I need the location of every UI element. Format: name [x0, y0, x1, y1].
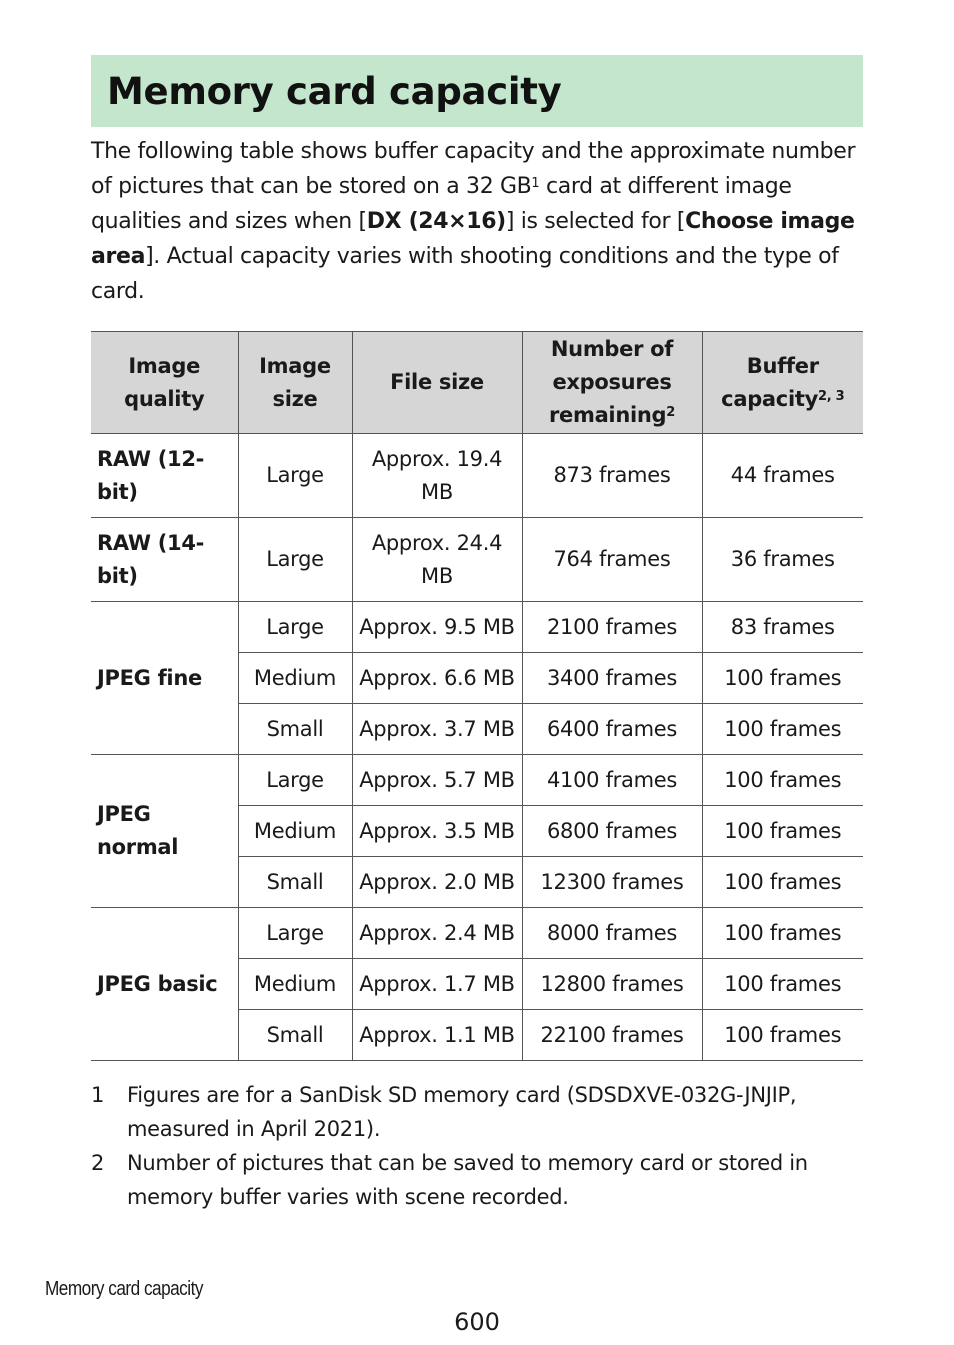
exposures-cell: 12800 frames — [522, 959, 702, 1010]
size-cell: Large — [238, 755, 352, 806]
buffer-cell: 83 frames — [702, 602, 863, 653]
footnote — [91, 1078, 863, 1146]
size-cell: Small — [238, 704, 352, 755]
section-label[interactable]: Memory card capacity — [45, 1278, 203, 1300]
buffer-cell: 100 frames — [702, 1010, 863, 1061]
file-size-cell: Approx. 2.4 MB — [352, 908, 522, 959]
exposures-cell: 22100 frames — [522, 1010, 702, 1061]
exposures-cell: 6800 frames — [522, 806, 702, 857]
buffer-cell: 100 frames — [702, 908, 863, 959]
table-row — [91, 908, 863, 959]
file-size-cell: Approx. 5.7 MB — [352, 755, 522, 806]
page-title: Memory card capacity — [107, 69, 562, 113]
file-size-cell: Approx. 19.4 MB — [352, 434, 522, 518]
title-bar — [91, 55, 863, 127]
quality-cell: JPEG basic — [91, 908, 238, 1061]
buffer-cell: 100 frames — [702, 755, 863, 806]
buffer-cell: 100 frames — [702, 959, 863, 1010]
file-size-cell: Approx. 6.6 MB — [352, 653, 522, 704]
header-image-size: Image size — [238, 332, 352, 434]
footnotes — [91, 1078, 863, 1214]
footnote-number: 1 — [91, 1083, 105, 1107]
intro-text: The following table shows buffer capacity and the approximate number of pictures that can be stored on a 32 GB — [91, 139, 856, 199]
intro-text: card at different image qualities and sizes when [ — [91, 174, 792, 234]
footnote-text: Number of pictures that can be saved to memory card or stored in memory buffer varies with scene recorded. — [127, 1151, 808, 1209]
exposures-cell: 873 frames — [522, 434, 702, 518]
exposures-cell: 3400 frames — [522, 653, 702, 704]
header-image-quality: Image quality — [91, 332, 238, 434]
header-buffer-capacity: Buffer capacity$^{2, 3}$ — [702, 332, 863, 434]
footnote-ref: 1 — [531, 176, 540, 191]
size-cell: Large — [238, 602, 352, 653]
buffer-cell: 100 frames — [702, 653, 863, 704]
file-size-cell: Approx. 24.4 MB — [352, 518, 522, 602]
table-row — [91, 518, 863, 602]
table-row — [91, 602, 863, 653]
intro-paragraph — [91, 134, 863, 309]
table-row — [91, 755, 863, 806]
footnote — [91, 1146, 863, 1214]
page-number: 600 — [454, 1308, 500, 1336]
file-size-cell: Approx. 3.5 MB — [352, 806, 522, 857]
size-cell: Medium — [238, 653, 352, 704]
buffer-cell: 100 frames — [702, 704, 863, 755]
file-size-cell: Approx. 9.5 MB — [352, 602, 522, 653]
capacity-table — [91, 331, 863, 1061]
size-cell: Large — [238, 434, 352, 518]
size-cell: Large — [238, 518, 352, 602]
exposures-cell: 764 frames — [522, 518, 702, 602]
header-file-size: File size — [352, 332, 522, 434]
size-cell: Medium — [238, 959, 352, 1010]
exposures-cell: 8000 frames — [522, 908, 702, 959]
file-size-cell: Approx. 2.0 MB — [352, 857, 522, 908]
exposures-cell: 6400 frames — [522, 704, 702, 755]
file-size-cell: Approx. 3.7 MB — [352, 704, 522, 755]
buffer-cell: 36 frames — [702, 518, 863, 602]
footnote-text: Figures are for a SanDisk SD memory card (SDSDXVE-032G-JNJIP, measured in April 2021). — [127, 1083, 797, 1141]
size-cell: Medium — [238, 806, 352, 857]
file-size-cell: Approx. 1.1 MB — [352, 1010, 522, 1061]
setting-name: DX (24×16) — [366, 209, 506, 234]
buffer-cell: 100 frames — [702, 806, 863, 857]
exposures-cell: 12300 frames — [522, 857, 702, 908]
file-size-cell: Approx. 1.7 MB — [352, 959, 522, 1010]
quality-cell: RAW (12-bit) — [91, 434, 238, 518]
quality-cell: JPEG normal — [91, 755, 238, 908]
size-cell: Small — [238, 857, 352, 908]
quality-cell: JPEG fine — [91, 602, 238, 755]
intro-text: ] is selected for [ — [505, 209, 686, 234]
size-cell: Small — [238, 1010, 352, 1061]
footnote-number: 2 — [91, 1151, 105, 1175]
exposures-cell: 4100 frames — [522, 755, 702, 806]
exposures-cell: 2100 frames — [522, 602, 702, 653]
header-exposures-remaining: Number of exposures remaining$^2$ — [522, 332, 702, 434]
quality-cell: RAW (14-bit) — [91, 518, 238, 602]
buffer-cell: 44 frames — [702, 434, 863, 518]
table-row — [91, 434, 863, 518]
menu-item-name: Choose image area — [91, 209, 855, 269]
table-header-row — [91, 332, 863, 434]
buffer-cell: 100 frames — [702, 857, 863, 908]
intro-text: ]. Actual capacity varies with shooting conditions and the type of card. — [91, 244, 839, 304]
size-cell: Large — [238, 908, 352, 959]
